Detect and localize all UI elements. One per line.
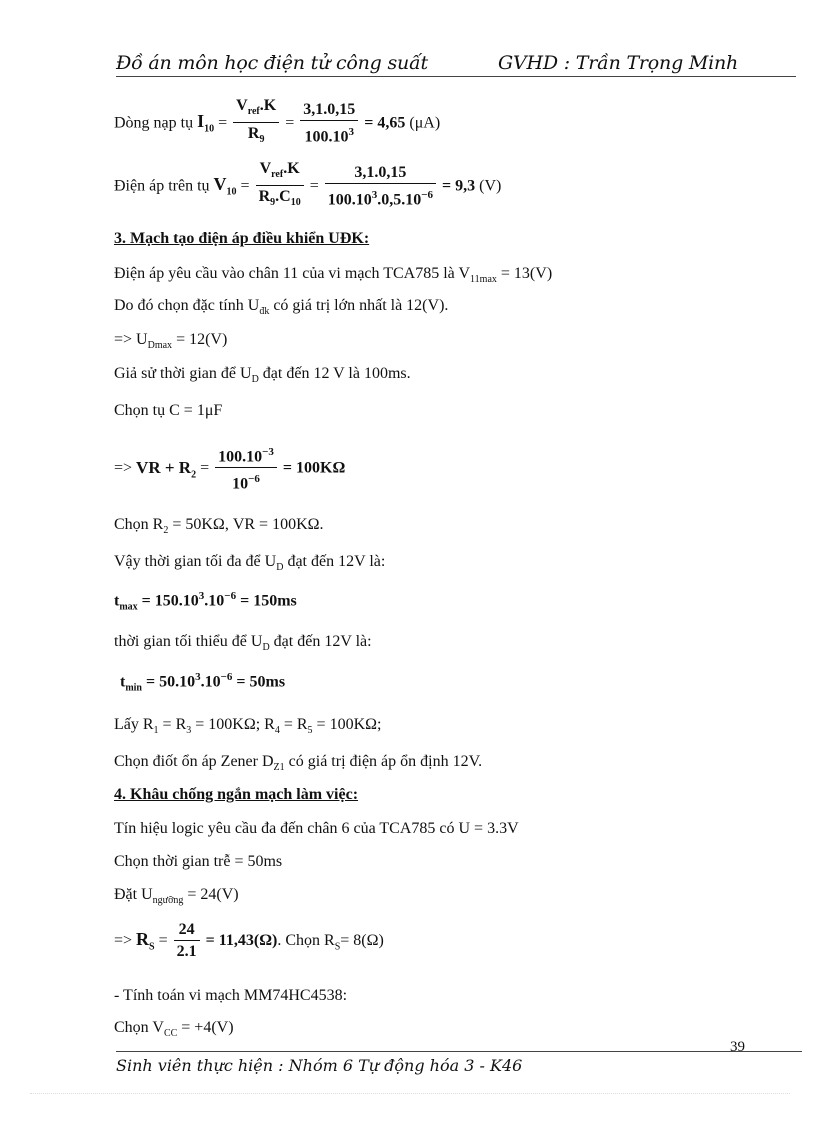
header-supervisor: GVHD : Trần Trọng Minh — [498, 52, 739, 74]
page-edge-divider — [30, 1093, 790, 1094]
text-line: Chọn thời gian trễ = 50ms — [114, 853, 283, 870]
equation-rs: => $R_S$ = $\frac{24}{2.1}$ = 11,43(Ω). Chọn $R_S= 8(\Omega)$ — [114, 920, 384, 963]
text-line: thời gian tối thiểu để $U_D$ đạt đến 12V là: — [114, 633, 372, 654]
text-line: Chọn $R_2 = 50K\Omega$, VR = 100KΩ. — [114, 516, 324, 537]
page-footer: Sinh viên thực hiện : Nhóm 6 Tự động hóa 3 - K46 — [116, 1056, 523, 1075]
text-line: Chọn $V_{CC} = +4(V)$ — [114, 1019, 234, 1040]
text-line: Đặt $U_{ngưỡng} = 24(V)$ — [114, 886, 239, 907]
text-line: Điện áp yêu cầu vào chân 11 của vi mạch TCA785 là $V_{11max} = 13(V)$ — [114, 265, 553, 286]
equation-capacitor-voltage: Điện áp trên tụ $V_{10}$ = $\frac{V_{ref}.K}{R_9.C_{10}}$ = $\frac{3,1.0,15}{100.10^3.0,5.10^{-6}}$ = 9,3 (V) — [114, 159, 501, 214]
text-line: Chọn tụ C = 1μF — [114, 402, 223, 419]
text-line: - Tính toán vi mạch MM74HC4538: — [114, 987, 348, 1004]
text-line: Lấy $R_1 = R_3 = 100K\Omega$; $R_4 = R_5 = 100K\Omega$; — [114, 716, 382, 737]
fraction: $\frac{V_{ref}.K}{R_9}$ — [233, 96, 279, 151]
text-line: Giả sử thời gian để $U_D$ đạt đến 12 V là 100ms. — [114, 365, 411, 386]
fraction: $\frac{3,1.0,15}{100.10^3.0,5.10^{-6}}$ — [325, 163, 436, 211]
fraction: $\frac{24}{2.1}$ — [174, 920, 200, 963]
page-header — [116, 52, 796, 77]
text-line: => $U_{Dmax} = 12(V)$ — [114, 331, 228, 352]
equation-lead: Dòng nạp tụ — [114, 114, 194, 132]
page-number: 39 — [730, 1039, 745, 1055]
text-line: Tín hiệu logic yêu cầu đa đến chân 6 của TCA785 có U = 3.3V — [114, 820, 519, 837]
header-title: Đồ án môn học điện tử công suất — [116, 52, 428, 74]
equation-lead: Điện áp trên tụ — [114, 177, 210, 195]
equation-tmin: $t_{min} = 50.10^3.10^{-6} = 50ms$ — [120, 671, 286, 694]
fraction: $\frac{100.10^{-3}}{10^{-6}}$ — [215, 442, 277, 496]
fraction: $\frac{V_{ref}.K}{R_9.C_{10}}$ — [256, 159, 304, 214]
section-heading-4: 4. Khâu chống ngắn mạch làm việc: — [114, 786, 359, 803]
text-line: Vậy thời gian tối đa để $U_D$ đạt đến 12V là: — [114, 553, 386, 574]
equation-tmax: $t_{max} = 150.10^3.10^{-6} = 150ms$ — [114, 590, 297, 613]
text-line: Chọn điốt ổn áp Zener $D_{Z1}$ có giá trị điện áp ổn định 12V. — [114, 753, 483, 774]
equation-charge-current: Dòng nạp tụ $I_{10}$ = $\frac{V_{ref}.K}{R_9}$ = $\frac{3,1.0,15}{100.10^3}$ = 4,65 (μA) — [114, 96, 440, 151]
text-line: Do đó chọn đặc tính $U_{đk}$ có giá trị lớn nhất là 12(V). — [114, 297, 449, 318]
fraction: $\frac{3,1.0,15}{100.10^3}$ — [300, 100, 358, 148]
footer-divider — [116, 1051, 802, 1052]
equation-resistor-sum: => VR + $R_2$ = $\frac{100.10^{-3}}{10^{-6}}$ = 100KΩ — [114, 442, 345, 496]
section-heading-3: 3. Mạch tạo điện áp điều khiển UĐK: — [114, 230, 370, 247]
